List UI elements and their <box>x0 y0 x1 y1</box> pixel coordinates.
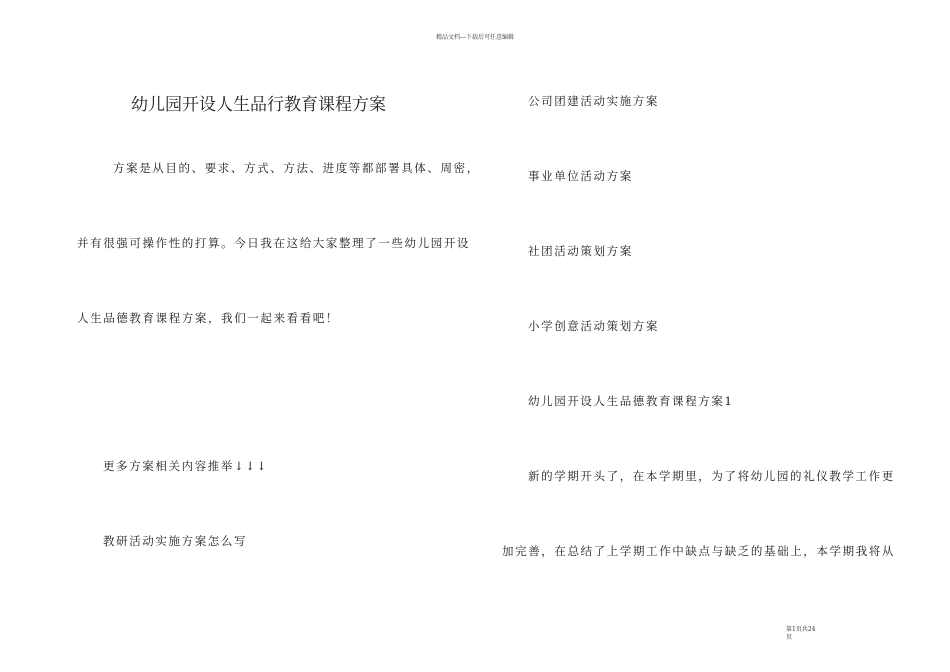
more-recommend-label: 更多方案相关内容推举↓↓↓ <box>103 459 268 473</box>
body-line-2: 加完善，在总结了上学期工作中缺点与缺乏的基础上，本学期我将从 <box>502 544 895 558</box>
section-heading: 幼儿园开设人生品德教育课程方案1 <box>528 394 734 408</box>
related-link-company-teambuilding[interactable]: 公司团建活动实施方案 <box>528 94 659 108</box>
page-header: 精品文档---下载后可任意编辑 <box>435 34 515 41</box>
intro-line-2: 并有很强可操作性的打算。今日我在这给大家整理了一些幼儿园开设 <box>77 236 470 250</box>
intro-line-3: 人生品德教育课程方案，我们一起来看看吧！ <box>77 311 339 325</box>
related-link-club-activity[interactable]: 社团活动策划方案 <box>528 244 633 258</box>
page-number-main: 第1页共24 <box>786 626 816 633</box>
related-link-public-institution[interactable]: 事业单位活动方案 <box>528 169 633 183</box>
page-number-tail: 页 <box>786 634 793 641</box>
related-link-primary-school[interactable]: 小学创意活动策划方案 <box>528 319 659 333</box>
document-title: 幼儿园开设人生品行教育课程方案 <box>131 95 386 115</box>
page-number <box>786 626 846 642</box>
body-line-1: 新的学期开头了，在本学期里，为了将幼儿园的礼仪教学工作更 <box>528 469 895 483</box>
intro-line-1: 方案是从目的、要求、方式、方法、进度等都部署具体、周密， <box>113 161 480 175</box>
related-link-teaching-research[interactable]: 教研活动实施方案怎么写 <box>103 534 248 548</box>
